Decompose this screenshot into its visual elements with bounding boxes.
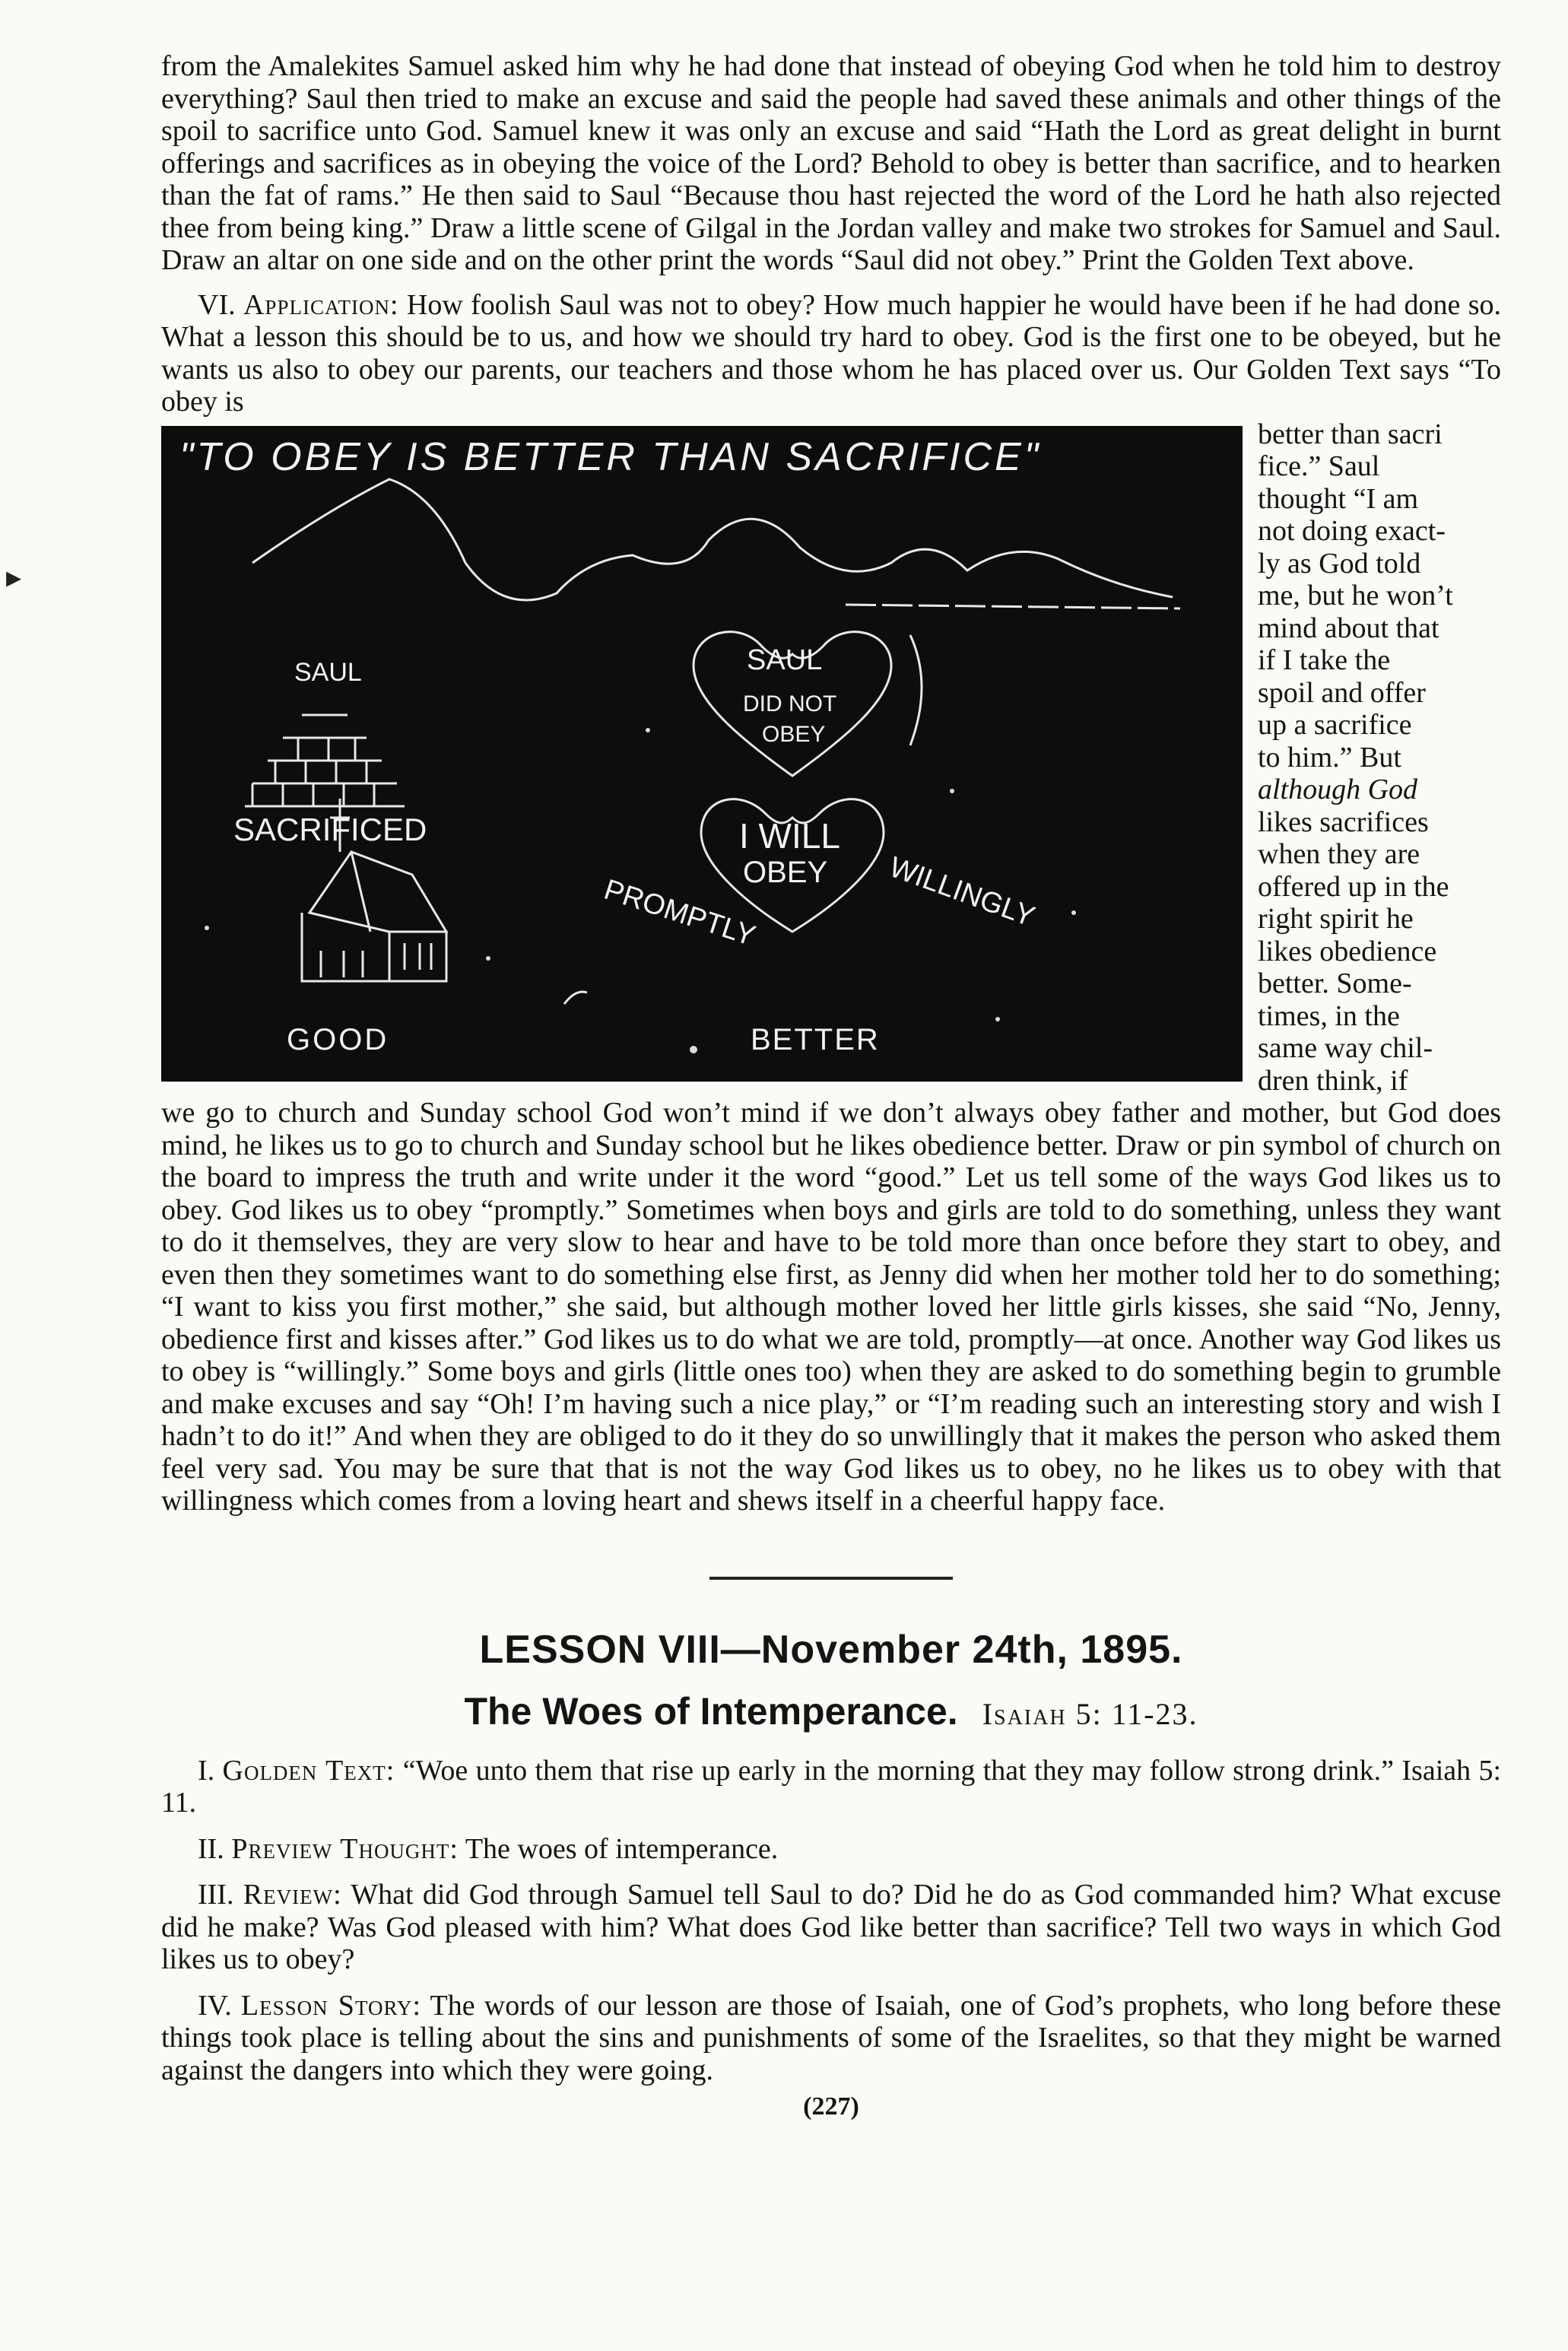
scripture-reference: Isaiah 5: 11-23. [982,1696,1198,1731]
page-body [161,50,1501,2121]
item-label: Golden Text: [222,1754,395,1787]
item-text: What did God through Samuel tell Saul to do? Did he do as God commanded him? What excuse did he make? Was God pleased with him? What does God like better than sacrifice? Tell two ways in which God likes us to obey? [161,1879,1502,1975]
side-line: mind about that [1258,612,1439,644]
item-number: I. [198,1754,215,1787]
chalk-speck [486,956,490,961]
side-line: right spirit he [1258,903,1414,935]
page-number: (227) [803,2092,859,2121]
altar-stones [245,715,405,806]
item-label: Review: [243,1879,342,1911]
blackboard-svg [161,426,1243,1082]
side-line: same way chil- [1258,1032,1433,1064]
chalk-speck [995,1017,1000,1021]
side-line: likes obedience [1258,935,1437,967]
item-number: II. [198,1832,224,1865]
application-intro-text: How foolish Saul was not to obey? How much happier he would have been if he had done so. What a lesson this should be to us, and how we should try hard to obey. God is the first one to be obeyed, but he wants us also to obey our parents, our teachers and those whom he has placed over us. Our Golden Text says “To obey is [161,288,1502,418]
saul-right-label: SAUL [747,643,823,676]
side-line: fice.” Saul [1258,450,1380,482]
section-divider [709,1577,953,1580]
bracket-right [910,635,922,745]
side-line: better. Some- [1258,967,1412,999]
side-line: offered up in the [1258,870,1449,903]
sacrificed-label: SACRIFICED [233,811,427,847]
saul-left-label: SAUL [294,657,362,687]
chalk-speck [1071,910,1076,915]
side-line: when they are [1258,838,1420,870]
did-not-label: DID NOT [743,691,837,716]
side-line: me, but he won’t [1258,580,1453,612]
i-will-label: I WILL [739,815,840,856]
willingly-label: WILLINGLY [884,850,1040,933]
lesson-subtitle: The Woes of Intemperance. [464,1689,958,1733]
lesson-item-review [161,1879,1501,1976]
side-line: times, in the [1258,999,1400,1032]
side-line: spoil and offer [1258,676,1426,709]
item-number: IV. [198,1989,232,2022]
side-line: not doing exact- [1258,515,1446,547]
side-line: although God [1258,774,1418,805]
chalk-speck [646,728,650,732]
application-continued: we go to church and Sunday school God won’t mind if we don’t always obey father and mother, but God does mind, he likes us to go to church and Sunday school but he likes obedience better. Draw or pin symbol of church on the board to impress the truth and write under it the word “good.” Let us tell some of the ways God likes us to obey. God likes us to obey “promptly.” Sometimes when boys and girls are told to do something, unless they want to do it themselves, they are very slow to hear and have to be told more than once before they start to obey, and even then they sometimes want to do something else first, as Jenny did when her mother told her to do something; “I want to kiss you first mother,” she said, but although mother loved her little girls kisses, she said “No, Jenny, obedience first and kisses after.” God likes us to do what we are told, promptly—at once. Another way God likes us to obey is “willingly.” Some boys and girls (little ones too) when they are asked to do something begin to grumble and make excuses and say “Oh! I’m having such a nice play,” or “I’m reading such an interesting story and wish I hadn’t to do it!” And when they are obliged to do it they do so unwillingly that it makes the person who asked them feel very sad. You may be sure that that is not the way God likes us to obey, no he likes us to obey with that willingness which comes from a loving heart and shews itself in a cheerful happy face. [161,1097,1501,1517]
lesson-item-preview [161,1833,1501,1866]
item-number: III. [198,1879,234,1911]
church-roof [309,852,446,932]
quote-mark [564,992,587,1004]
obey-small-label: OBEY [762,721,826,747]
side-line: to him.” But [1258,741,1401,774]
continued-paragraph: from the Amalekites Samuel asked him why he had done that instead of obeying God when he told him to destroy everything? Saul then tried to make an excuse and said the people had saved these animals and other things of the spoil to sacrifice unto God. Samuel knew it was only an excuse and said “Hath the Lord as great delight in burnt offerings and sacrifices as in obeying the voice of the Lord? Behold to obey is better than sacrifice, and to hearken than the fat of rams.” He then said to Saul “Because thou hast rejected the word of the Lord he hath also rejected thee from being king.” Draw a little scene of Gilgal in the Jordan valley and make two strokes for Samuel and Saul. Draw an altar on one side and on the other print the words “Saul did not obey.” Print the Golden Text above. [161,50,1501,276]
application-intro [161,289,1501,418]
obey-big-label: OBEY [743,855,828,889]
chalk-speck [205,926,209,930]
lesson-item-golden-text [161,1755,1501,1819]
promptly-label: PROMPTLY [600,873,760,952]
chalk-speck [950,789,954,793]
margin-arrow-mark: ▸ [6,560,22,594]
good-label: GOOD [287,1022,389,1056]
blackboard-illustration [161,426,1243,1082]
item-text: The words of our lesson are those of Isaiah, one of God’s prophets, who long before these things took place is telling about the sins and punishments of some of the Israelites, so that they might be warned against the dangers into which they were going. [161,1989,1501,2086]
side-line: better than sacri [1258,418,1443,450]
item-text: The woes of intemperance. [465,1832,779,1865]
side-line: up a sacrifice [1258,709,1412,741]
valley-line [846,605,1180,608]
banner-text: "TO OBEY IS BETTER THAN SACRIFICE" [179,434,1042,479]
application-label: Application: [243,288,399,321]
item-label: Lesson Story: [240,1989,422,2022]
lesson-item-story [161,1990,1501,2087]
application-number: VI. [198,288,236,321]
better-label: BETTER [751,1022,880,1056]
side-line: thought “I am [1258,482,1419,515]
mountain-range [252,479,1173,600]
item-label: Preview Thought: [231,1832,459,1865]
figure-wrap [161,418,1501,1098]
item-text: “Woe unto them that rise up early in the morning that they may follow strong drink.” Isaiah 5: 11. [161,1754,1502,1819]
church-windows [321,943,431,977]
lesson-title: LESSON VIII—November 24th, 1895. [479,1627,1183,1672]
side-line: dren think, if [1258,1064,1408,1097]
side-line: if I take the [1258,644,1391,676]
church-body [302,913,446,981]
chalk-speck [690,1046,697,1053]
side-line: ly as God told [1258,547,1421,580]
side-line: likes sacrifices [1258,805,1429,838]
lesson-subtitle-line [161,1689,1501,1733]
